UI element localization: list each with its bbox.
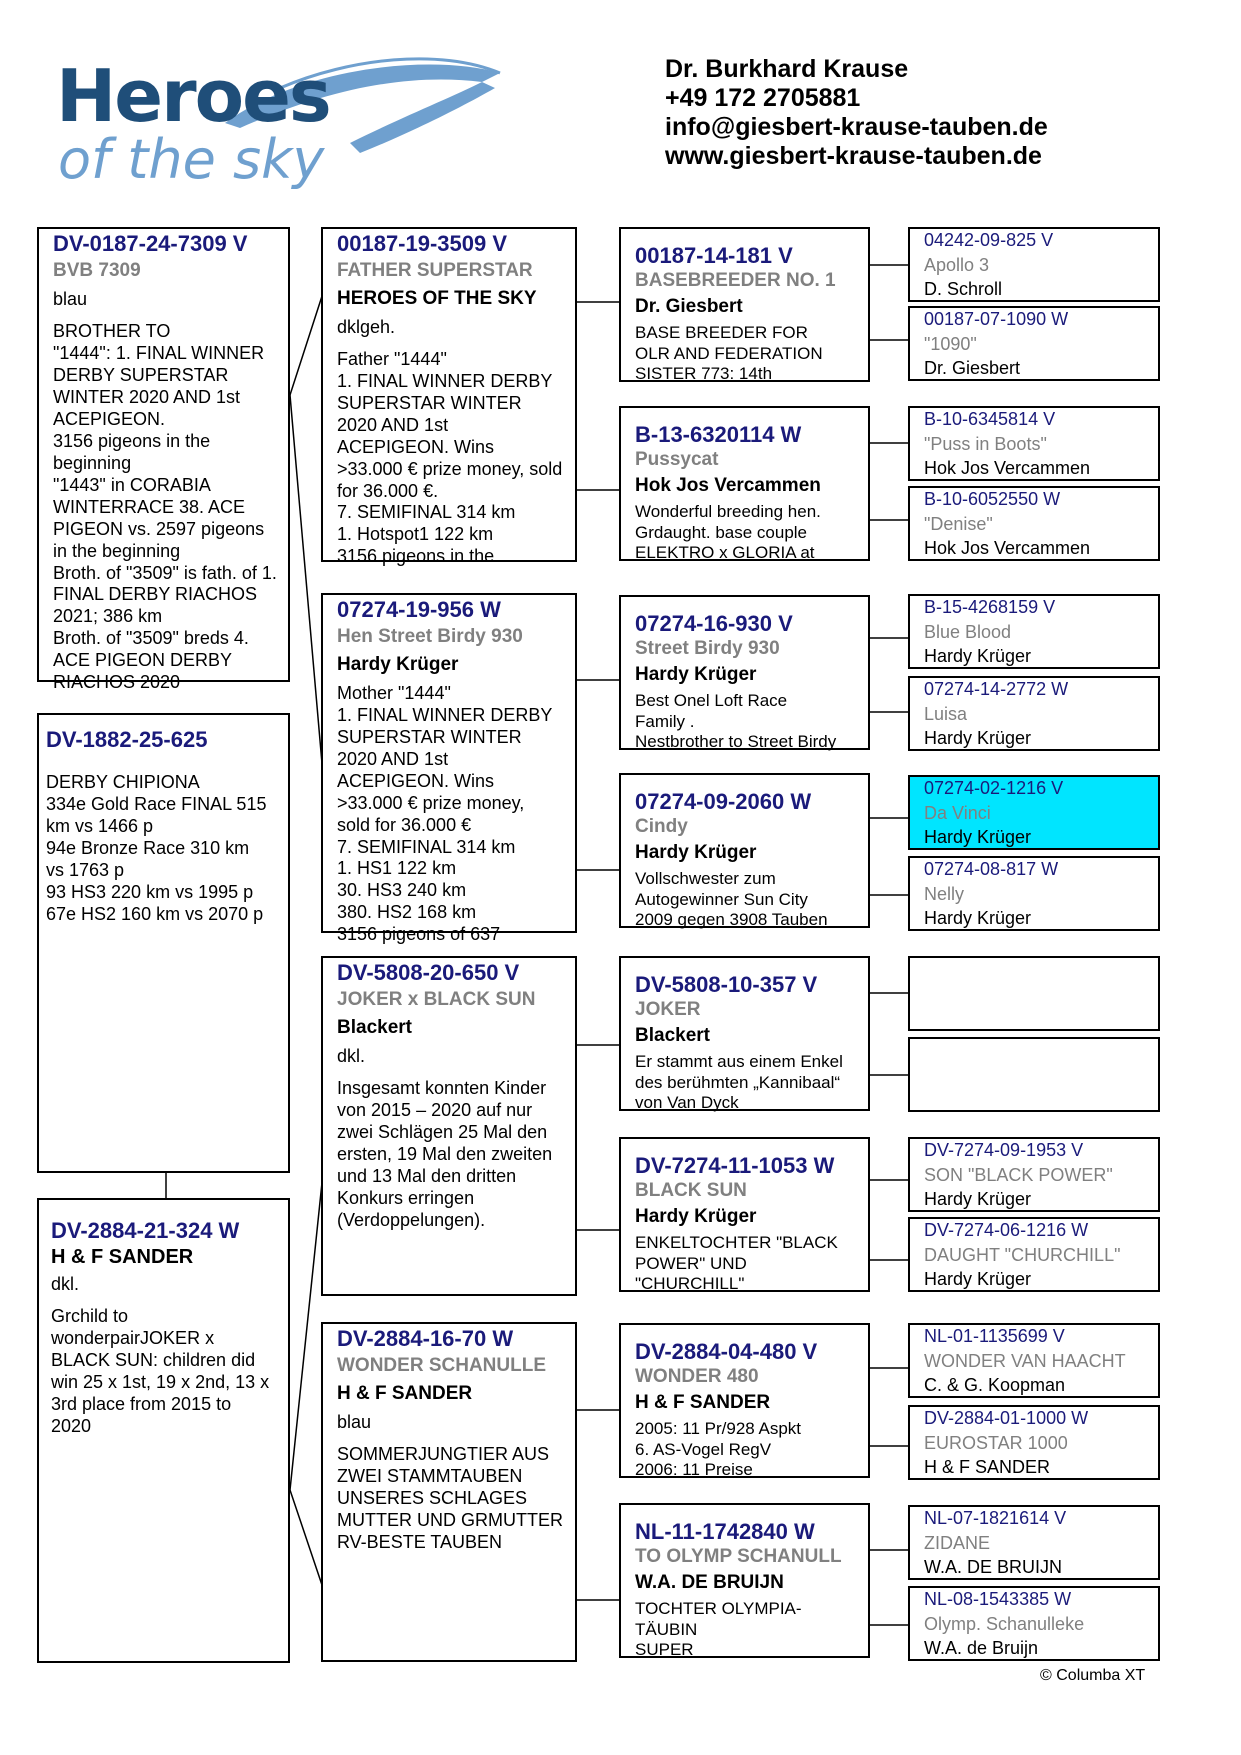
grandparent-card-6	[619, 1137, 870, 1292]
great-grandparent-ring: 07274-14-2772 W	[924, 679, 1069, 699]
sibling1-ring: DV-1882-25-625	[46, 727, 208, 752]
sibling2-ring: DV-2884-21-324 W	[51, 1218, 240, 1243]
sibling2-description: Grchild to wonderpairJOKER x BLACK SUN: children did win 25 x 1st, 19 x 2nd, 13 x 3rd place from 2015 to 2020	[51, 1306, 270, 1437]
grandparent-ring: 07274-09-2060 W	[635, 789, 812, 814]
grandparent-name: BLACK SUN	[635, 1180, 747, 1202]
great-grandparent-card-8	[908, 856, 1160, 931]
sibling2-owner: H & F SANDER	[51, 1246, 194, 1269]
sib-mother-description: SOMMERJUNGTIER AUS ZWEI STAMMTAUBEN UNSERES SCHLAGES MUTTER UND GRMUTTER RV-BESTE TAUBEN	[337, 1443, 563, 1552]
great-grandparent-ring: B-10-6345814 V	[924, 409, 1056, 429]
grandparent-ring: DV-2884-04-480 V	[635, 1339, 818, 1364]
great-grandparent-ring: DV-2884-01-1000 W	[924, 1408, 1089, 1428]
sib-father-description: Insgesamt konnten Kinder von 2015 – 2020 auf nur zwei Schlägen 25 Mal den ersten, 19 Mal den zweiten und 13 Mal den dritten Konkurs erringen (Verdoppelungen).	[337, 1077, 553, 1230]
grandparent-description: Wonderful breeding hen. Grdaught. base couple ELEKTRO x GLORIA at	[635, 501, 821, 563]
sibling1-description: DERBY CHIPIONA 334e Gold Race FINAL 515 km vs 1466 p 94e Bronze Race 310 km vs 1763 p 93 HS3 220 km vs 1995 p 67e HS2 160 km vs 2070 p	[46, 772, 267, 925]
grandparent-owner: Hardy Krüger	[635, 1206, 757, 1228]
great-grandparent-name: WONDER VAN HAACHT	[924, 1350, 1126, 1371]
sibling-card-2	[37, 1198, 290, 1663]
grandparent-card-4	[619, 773, 870, 928]
sibling-card-1	[37, 713, 290, 1173]
great-grandparent-owner: Hardy Krüger	[924, 728, 1032, 749]
great-grandparent-ring: DV-7274-09-1953 V	[924, 1140, 1084, 1160]
grandparent-owner: H & F SANDER	[635, 1392, 771, 1414]
great-grandparent-name: ZIDANE	[924, 1532, 991, 1553]
grandparent-description: TOCHTER OLYMPIA- TÄUBIN SUPER	[635, 1598, 802, 1660]
great-grandparent-name: Apollo 3	[924, 254, 990, 275]
great-grandparent-ring: NL-08-1543385 W	[924, 1589, 1072, 1609]
grandparent-card-1	[619, 227, 870, 382]
grandparent-name: Street Birdy 930	[635, 638, 780, 660]
grandparent-owner: Blackert	[635, 1025, 710, 1047]
great-grandparent-card-10-empty	[908, 1037, 1160, 1112]
grandparent-description: 2005: 11 Pr/928 Aspkt 6. AS-Vogel RegV 2006: 11 Preise	[635, 1418, 802, 1480]
grandparent-card-7	[619, 1323, 870, 1478]
grandparent-card-5	[619, 956, 870, 1111]
father-color: dklgeh.	[337, 316, 396, 337]
subject-description: BROTHER TO "1444": 1. FINAL WINNER DERBY SUPERSTAR WINTER 2020 AND 1st ACEPIGEON. 3156 pigeons in the beginning "1443" in CORABIA WINTERRACE 38. ACE PIGEON vs. 2597 pigeons in the beginning Broth. of "3509" is fath. of 1. FINAL DERBY RIACHOS 2021; 386 km Broth. of "3509" breds 4. ACE PIGEON DERBY RIACHOS 2020	[53, 321, 277, 693]
contact-name: Dr. Burkhard Krause	[665, 55, 909, 83]
mother-description: Mother "1444" 1. FINAL WINNER DERBY SUPERSTAR WINTER 2020 AND 1st ACEPIGEON. Wins >33.000 € prize money, sold for 36.000 € 7. SEMIFINAL 314 km 1. HS1 122 km 30. HS3 240 km 380. HS2 168 km 3156 pigeons of 637	[337, 682, 553, 945]
great-grandparent-name: Nelly	[924, 883, 965, 904]
sibling2-color: dkl.	[51, 1274, 80, 1295]
sib-father-owner: Blackert	[337, 1017, 412, 1039]
grandparent-name: JOKER	[635, 999, 701, 1021]
father-description: Father "1444" 1. FINAL WINNER DERBY SUPERSTAR WINTER 2020 AND 1st ACEPIGEON. Wins >33.000 € prize money, sold for 36.000 €. 7. SEMIFINAL 314 km 1. Hotspot1 122 km 3156 pigeons in the	[337, 348, 563, 567]
grandparent-owner: Hok Jos Vercammen	[635, 475, 821, 497]
grandparent-owner: W.A. DE BRUIJN	[635, 1572, 784, 1594]
subject-name: BVB 7309	[53, 260, 141, 282]
great-grandparent-owner: C. & G. Koopman	[924, 1375, 1066, 1396]
great-grandparent-ring: 04242-09-825 V	[924, 230, 1054, 250]
great-grandparent-ring: 07274-02-1216 V	[924, 778, 1064, 798]
subject-color: blau	[53, 289, 88, 310]
grandparent-ring: B-13-6320114 W	[635, 422, 802, 447]
great-grandparent-owner: D. Schroll	[924, 279, 1003, 300]
grandparent-name: Pussycat	[635, 449, 719, 471]
great-grandparent-card-3	[908, 406, 1160, 481]
grandparent-card-3	[619, 595, 870, 750]
great-grandparent-owner: Hok Jos Vercammen	[924, 538, 1091, 559]
grandparent-name: WONDER 480	[635, 1366, 759, 1388]
grandparent-name: Cindy	[635, 816, 688, 838]
grandparent-name: TO OLYMP SCHANULL	[635, 1546, 842, 1568]
great-grandparent-ring: B-15-4268159 V	[924, 597, 1056, 617]
great-grandparent-name: Luisa	[924, 703, 968, 724]
grandparent-ring: DV-7274-11-1053 W	[635, 1153, 835, 1178]
great-grandparent-name: Olymp. Schanulleke	[924, 1613, 1085, 1634]
great-grandparent-ring: NL-07-1821614 V	[924, 1508, 1067, 1528]
great-grandparent-ring: DV-7274-06-1216 W	[924, 1220, 1089, 1240]
great-grandparent-name: SON "BLACK POWER"	[924, 1164, 1113, 1185]
great-grandparent-card-5	[908, 594, 1160, 669]
great-grandparent-owner: Hardy Krüger	[924, 1269, 1032, 1290]
grandparent-ring: NL-11-1742840 W	[635, 1519, 815, 1544]
great-grandparent-name: Da Vinci	[924, 802, 991, 823]
sib-mother-owner: H & F SANDER	[337, 1383, 473, 1405]
grandparent-description: ENKELTOCHTER "BLACK POWER" UND "CHURCHILL"	[635, 1232, 838, 1294]
great-grandparent-owner: Hardy Krüger	[924, 1189, 1032, 1210]
grandparent-description: Er stammt aus einem Enkel des berühmten „Kannibaal“ von Van Dyck	[635, 1051, 843, 1113]
father-ring: 00187-19-3509 V	[337, 231, 508, 256]
great-grandparent-owner: W.A. DE BRUIJN	[924, 1557, 1063, 1578]
great-grandparent-card-15	[908, 1505, 1160, 1580]
father-owner: HEROES OF THE SKY	[337, 288, 537, 310]
grandparent-owner: Hardy Krüger	[635, 664, 757, 686]
sib-mother-ring: DV-2884-16-70 W	[337, 1326, 514, 1351]
sib-mother-name: WONDER SCHANULLE	[337, 1355, 546, 1377]
mother-card	[321, 593, 577, 945]
sib-father-ring: DV-5808-20-650 V	[337, 960, 520, 985]
subject-ring: DV-0187-24-7309 V	[53, 231, 248, 256]
great-grandparent-owner: Hardy Krüger	[924, 827, 1032, 848]
great-grandparent-owner: Hardy Krüger	[924, 646, 1032, 667]
grandparent-ring: DV-5808-10-357 V	[635, 972, 818, 997]
grandparent-description: Best Onel Loft Race Family . Nestbrother to Street Birdy	[635, 690, 837, 752]
contact-website[interactable]: www.giesbert-krause-tauben.de	[665, 142, 1042, 170]
great-grandparent-name: "Puss in Boots"	[924, 433, 1047, 454]
great-grandparent-card-7	[908, 775, 1160, 850]
grandparent-description: Vollschwester zum Autogewinner Sun City 2009 gegen 3908 Tauben	[635, 868, 828, 930]
contact-email[interactable]: info@giesbert-krause-tauben.de	[665, 113, 1048, 141]
great-grandparent-card-4	[908, 486, 1160, 561]
grandparent-ring: 00187-14-181 V	[635, 243, 793, 268]
sibling2-mother-card	[321, 1322, 577, 1662]
sibling2-father-card	[321, 956, 577, 1296]
great-grandparent-owner: W.A. de Bruijn	[924, 1638, 1039, 1659]
great-grandparent-card-1	[908, 227, 1160, 302]
great-grandparent-card-11	[908, 1137, 1160, 1212]
great-grandparent-owner: Hok Jos Vercammen	[924, 458, 1091, 479]
great-grandparent-ring: NL-01-1135699 V	[924, 1326, 1065, 1346]
sib-father-color: dkl.	[337, 1045, 366, 1066]
great-grandparent-ring: B-10-6052550 W	[924, 489, 1061, 509]
great-grandparent-name: "1090"	[924, 333, 977, 354]
father-name: FATHER SUPERSTAR	[337, 260, 533, 282]
great-grandparent-name: EUROSTAR 1000	[924, 1432, 1068, 1453]
sib-mother-color: blau	[337, 1411, 372, 1432]
great-grandparent-owner: Dr. Giesbert	[924, 358, 1021, 379]
great-grandparent-ring: 00187-07-1090 W	[924, 309, 1069, 329]
great-grandparent-owner: H & F SANDER	[924, 1457, 1051, 1478]
great-grandparent-ring: 07274-08-817 W	[924, 859, 1059, 879]
logo-word-of-the-sky: of the sky	[58, 128, 325, 191]
copyright-notice: © Columba XT	[1040, 1667, 1146, 1684]
contact-block	[665, 55, 1185, 171]
mother-name: Hen Street Birdy 930	[337, 626, 523, 648]
grandparent-description: BASE BREEDER FOR OLR AND FEDERATION SISTER 773: 14th	[635, 322, 823, 384]
grandparent-card-2	[619, 406, 870, 561]
great-grandparent-card-9-empty	[908, 956, 1160, 1031]
great-grandparent-card-2	[908, 306, 1160, 381]
mother-ring: 07274-19-956 W	[337, 597, 501, 622]
great-grandparent-name: "Denise"	[924, 513, 993, 534]
great-grandparent-card-13	[908, 1323, 1160, 1398]
grandparent-owner: Dr. Giesbert	[635, 296, 743, 318]
great-grandparent-card-6	[908, 676, 1160, 751]
mother-owner: Hardy Krüger	[337, 654, 459, 676]
grandparent-name: BASEBREEDER NO. 1	[635, 270, 836, 292]
subject-pigeon-card	[37, 227, 290, 693]
great-grandparent-card-12	[908, 1217, 1160, 1292]
great-grandparent-card-16	[908, 1586, 1160, 1661]
great-grandparent-name: DAUGHT "CHURCHILL"	[924, 1244, 1121, 1265]
great-grandparent-name: Blue Blood	[924, 621, 1012, 642]
great-grandparent-card-14	[908, 1405, 1160, 1480]
sib-father-name: JOKER x BLACK SUN	[337, 989, 536, 1011]
logo-word-heroes: Heroes	[56, 54, 330, 138]
great-grandparent-owner: Hardy Krüger	[924, 908, 1032, 929]
grandparent-ring: 07274-16-930 V	[635, 611, 793, 636]
grandparent-card-8	[619, 1503, 870, 1658]
grandparent-owner: Hardy Krüger	[635, 842, 757, 864]
father-card	[321, 227, 577, 567]
logo	[50, 48, 502, 198]
contact-phone: +49 172 2705881	[665, 84, 861, 112]
